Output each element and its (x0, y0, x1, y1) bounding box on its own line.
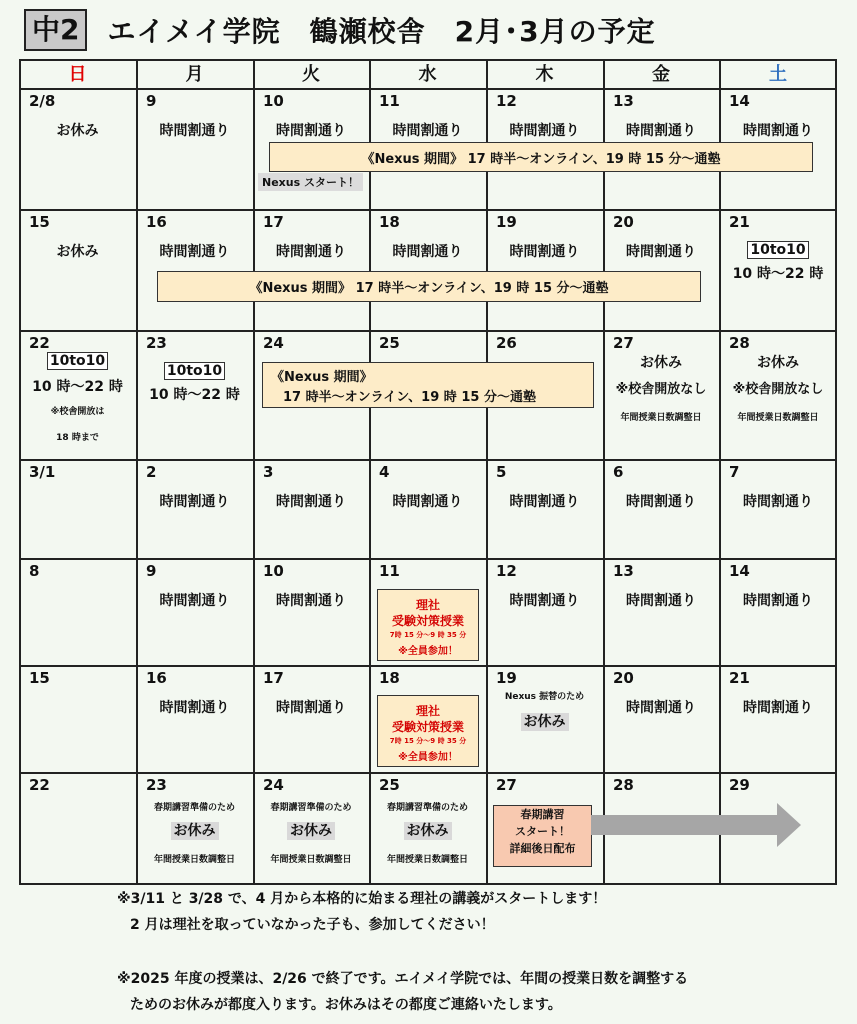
day-number: 24 (263, 334, 284, 352)
cell-text (136, 120, 253, 140)
cell-text (719, 263, 837, 283)
day-number: 13 (613, 562, 634, 580)
cell-text-span: 10 時～22 時 (732, 266, 824, 282)
cell-text (253, 697, 369, 717)
cell-text (253, 850, 369, 866)
cell-text-span: お休み (171, 822, 219, 840)
day-number: 25 (379, 334, 400, 352)
cell-text (19, 376, 136, 396)
cell-text-span: 時間割通り (743, 593, 813, 609)
day-number: 2/8 (29, 92, 56, 110)
cell-text (136, 241, 253, 261)
cell-text-span: 時間割通り (159, 244, 230, 260)
cell-text-span: お休み (56, 123, 99, 139)
cell-text (369, 798, 486, 814)
day-cell (719, 665, 837, 772)
cell-text (603, 408, 719, 424)
cell-text-span: 10 時～22 時 (32, 379, 123, 395)
nexus-start-label: Nexus スタート！ (258, 173, 363, 191)
cell-text-span: お休み (640, 355, 682, 371)
cell-text-span: 10to10 (47, 352, 108, 370)
day-cell (19, 772, 136, 885)
cell-text-span: ※校舎開放は (50, 407, 105, 417)
day-number: 19 (496, 213, 517, 231)
day-cell (486, 665, 603, 772)
spring-lecture-box (493, 805, 592, 867)
cell-text (603, 590, 719, 610)
day-number: 25 (379, 776, 400, 794)
note-line: ※3/11 と 3/28 で、4 月から本格的に始まる理社の講義がスタートします！ (117, 891, 607, 907)
day-number: 18 (379, 669, 400, 687)
spring-lecture-text: 春期講習 (520, 808, 565, 821)
cell-text (603, 241, 719, 261)
cell-text-span: Nexus 振替のため (504, 692, 585, 702)
page-title (24, 8, 656, 52)
day-number: 11 (379, 92, 400, 110)
day-number: 7 (729, 463, 740, 481)
day-cell (136, 330, 253, 459)
cell-text-span: 時間割通り (509, 244, 580, 260)
cell-text-span: お休み (757, 355, 799, 371)
cell-text (369, 241, 486, 261)
cell-text (719, 697, 837, 717)
day-cell (369, 459, 486, 558)
cell-text (603, 378, 719, 397)
cell-text (369, 850, 486, 866)
day-number: 3/1 (29, 463, 56, 481)
cell-text (486, 120, 603, 140)
day-number: 5 (496, 463, 507, 481)
day-cell (719, 459, 837, 558)
cell-text (253, 120, 369, 140)
day-number: 21 (729, 669, 750, 687)
weekday-header: 水 (418, 64, 437, 85)
cell-text-span: 時間割通り (743, 494, 813, 510)
day-number: 3 (263, 463, 274, 481)
cell-text-span: 時間割通り (626, 123, 696, 139)
day-cell (19, 459, 136, 558)
cell-text-span: 時間割通り (509, 494, 580, 510)
cell-text-span: ※校舎開放なし (732, 382, 824, 397)
cell-text (719, 120, 837, 140)
day-cell (19, 665, 136, 772)
day-number: 20 (613, 669, 634, 687)
nexus-period-bar: 《Nexus 期間》 17 時半～オンライン、19 時 15 分～通塾 (269, 142, 813, 172)
cell-text (369, 820, 486, 840)
cell-text-span: 時間割通り (276, 494, 346, 510)
day-number: 15 (29, 669, 50, 687)
day-number: 19 (496, 669, 517, 687)
day-cell (136, 772, 253, 885)
day-cell (369, 209, 486, 330)
day-number: 9 (146, 562, 157, 580)
cell-text-span: 時間割通り (276, 123, 346, 139)
day-cell (603, 459, 719, 558)
day-number: 12 (496, 562, 517, 580)
day-number: 28 (729, 334, 750, 352)
day-number: 18 (379, 213, 400, 231)
day-cell (719, 330, 837, 459)
day-cell (19, 558, 136, 665)
cell-text-span: 時間割通り (159, 123, 230, 139)
cell-text (19, 120, 136, 140)
cell-text (719, 408, 837, 424)
cell-text (136, 384, 253, 404)
day-number: 27 (496, 776, 517, 794)
cell-text (486, 590, 603, 610)
cell-text-span: 時間割通り (392, 494, 463, 510)
day-cell (253, 772, 369, 885)
spring-lecture-text: 詳細後日配布 (509, 842, 576, 855)
day-number: 21 (729, 213, 750, 231)
day-cell (253, 665, 369, 772)
day-cell (136, 88, 253, 209)
cell-text (253, 491, 369, 511)
cell-text-span: ※校舎開放なし (615, 382, 707, 397)
day-number: 10 (263, 92, 284, 110)
weekday-header: 木 (535, 64, 554, 85)
note-line: ※2025 年度の授業は、2/26 で終了です。エイメイ学院では、年間の授業日数を調整する (117, 971, 689, 987)
cell-text (253, 798, 369, 814)
cell-text (486, 711, 603, 731)
exam-class-text: ※全員参加！ (398, 646, 458, 657)
nexus-period-box (262, 362, 594, 408)
day-number: 22 (29, 334, 50, 352)
day-cell (253, 459, 369, 558)
day-number: 27 (613, 334, 634, 352)
cell-text-span: 年間授業日数調整日 (270, 855, 352, 865)
cell-text-span: 時間割通り (159, 494, 230, 510)
day-cell (486, 209, 603, 330)
day-number: 10 (263, 562, 284, 580)
exam-class-text: 理社 (415, 598, 440, 612)
cell-text (603, 352, 719, 372)
cell-text (486, 687, 603, 703)
cell-text-span: お休み (56, 244, 99, 260)
arrow-right-icon (591, 803, 803, 847)
note-line: 2 月は理社を取っていなかった子も、参加してください！ (130, 917, 495, 933)
weekday-header: 土 (769, 64, 787, 85)
day-cell (136, 459, 253, 558)
day-number: 29 (729, 776, 750, 794)
day-number: 13 (613, 92, 634, 110)
day-number: 14 (729, 562, 750, 580)
note-line: ためのお休みが都度入ります。お休みはその都度ご連絡いたします。 (130, 997, 562, 1013)
cell-text (136, 798, 253, 814)
day-cell (19, 209, 136, 330)
cell-text (719, 590, 837, 610)
cell-text (19, 402, 136, 418)
cell-text-span: 春期講習準備のため (386, 803, 468, 813)
day-cell (136, 558, 253, 665)
spring-lecture-text: スタート！ (515, 825, 570, 838)
cell-text-span: 時間割通り (743, 700, 813, 716)
day-cell (603, 665, 719, 772)
day-cell (719, 209, 837, 330)
exam-class-box (377, 695, 479, 767)
cell-text (19, 428, 136, 444)
day-number: 8 (29, 562, 40, 580)
day-number: 20 (613, 213, 634, 231)
day-cell (486, 558, 603, 665)
day-number: 16 (146, 669, 167, 687)
exam-class-text: 受験対策授業 (391, 720, 464, 734)
cell-text-span: 年間授業日数調整日 (620, 413, 702, 423)
day-cell (603, 558, 719, 665)
cell-text-span: 10to10 (747, 241, 808, 259)
cell-text (603, 120, 719, 140)
day-number: 4 (379, 463, 390, 481)
cell-text-span: お休み (521, 713, 569, 731)
cell-text (19, 352, 136, 370)
day-cell (136, 209, 253, 330)
cell-text-span: 年間授業日数調整日 (153, 855, 235, 865)
cell-text (136, 491, 253, 511)
day-number: 6 (613, 463, 624, 481)
cell-text (369, 491, 486, 511)
cell-text (253, 820, 369, 840)
cell-text-span: 時間割通り (392, 123, 463, 139)
cell-text-span: 時間割通り (509, 123, 580, 139)
day-number: 12 (496, 92, 517, 110)
cell-text-span: 春期講習準備のため (270, 803, 352, 813)
cell-text (486, 241, 603, 261)
cell-text-span: 年間授業日数調整日 (737, 413, 819, 423)
cell-text (719, 241, 837, 259)
exam-class-text: ※全員参加！ (398, 752, 458, 763)
cell-text-span: 時間割通り (626, 593, 696, 609)
day-number: 16 (146, 213, 167, 231)
cell-text-span: 時間割通り (159, 700, 230, 716)
day-cell (719, 558, 837, 665)
cell-text (19, 241, 136, 261)
cell-text (136, 362, 253, 380)
nexus-box-title: 《Nexus 期間》 (271, 370, 373, 385)
cell-text-span: 時間割通り (276, 593, 346, 609)
day-number: 23 (146, 776, 167, 794)
grade-badge: 中2 (24, 9, 87, 51)
weekday-header: 日 (68, 64, 87, 85)
cell-text-span: 時間割通り (509, 593, 580, 609)
cell-text (719, 491, 837, 511)
day-number: 26 (496, 334, 517, 352)
day-cell (253, 209, 369, 330)
cell-text-span: 春期講習準備のため (153, 803, 235, 813)
weekday-header: 月 (185, 64, 204, 85)
cell-text (369, 120, 486, 140)
cell-text (719, 352, 837, 372)
weekday-header: 金 (652, 64, 670, 85)
cell-text-span: 時間割通り (276, 244, 346, 260)
cell-text-span: 10 時～22 時 (149, 387, 240, 403)
nexus-box-detail: 17 時半～オンライン、19 時 15 分～通塾 (283, 390, 536, 405)
cell-text (136, 850, 253, 866)
exam-class-text: 理社 (415, 704, 440, 718)
cell-text (603, 697, 719, 717)
cell-text-span: 年間授業日数調整日 (386, 855, 468, 865)
day-number: 9 (146, 92, 157, 110)
day-cell (136, 665, 253, 772)
cell-text-span: 時間割通り (626, 700, 696, 716)
day-number: 28 (613, 776, 634, 794)
day-number: 24 (263, 776, 284, 794)
day-number: 2 (146, 463, 157, 481)
day-number: 17 (263, 213, 284, 231)
cell-text-span: 時間割通り (626, 244, 696, 260)
day-cell (486, 459, 603, 558)
day-cell (369, 772, 486, 885)
day-number: 17 (263, 669, 284, 687)
cell-text (136, 697, 253, 717)
cell-text (253, 590, 369, 610)
exam-class-text: 7時 15 分～9 時 35 分 (389, 631, 467, 639)
cell-text (253, 241, 369, 261)
cell-text-span: お休み (404, 822, 452, 840)
cell-text-span: 10to10 (164, 362, 225, 380)
cell-text-span: 時間割通り (743, 123, 813, 139)
cell-text-span: 時間割通り (392, 244, 463, 260)
day-cell (19, 88, 136, 209)
cell-text (719, 378, 837, 397)
cell-text (136, 590, 253, 610)
nexus-period-bar: 《Nexus 期間》 17 時半～オンライン、19 時 15 分～通塾 (157, 271, 701, 302)
day-cell (19, 330, 136, 459)
exam-class-box (377, 589, 479, 661)
cell-text-span: 時間割通り (626, 494, 696, 510)
cell-text-span: お休み (287, 822, 335, 840)
cell-text-span: 18 時まで (56, 433, 99, 443)
cell-text (603, 491, 719, 511)
exam-class-text: 受験対策授業 (391, 614, 464, 628)
day-cell (603, 209, 719, 330)
exam-class-text: 7時 15 分～9 時 35 分 (389, 737, 467, 745)
cell-text (136, 820, 253, 840)
day-cell (603, 330, 719, 459)
day-number: 14 (729, 92, 750, 110)
day-number: 11 (379, 562, 400, 580)
cell-text (486, 491, 603, 511)
day-number: 23 (146, 334, 167, 352)
title-text: エイメイ学院 鶴瀬校舎 2月･3月の予定 (107, 15, 656, 48)
day-number: 22 (29, 776, 50, 794)
cell-text-span: 時間割通り (159, 593, 230, 609)
cell-text-span: 時間割通り (276, 700, 346, 716)
day-cell (253, 558, 369, 665)
day-number: 15 (29, 213, 50, 231)
weekday-header: 火 (302, 64, 320, 85)
calendar-grid (19, 59, 837, 885)
